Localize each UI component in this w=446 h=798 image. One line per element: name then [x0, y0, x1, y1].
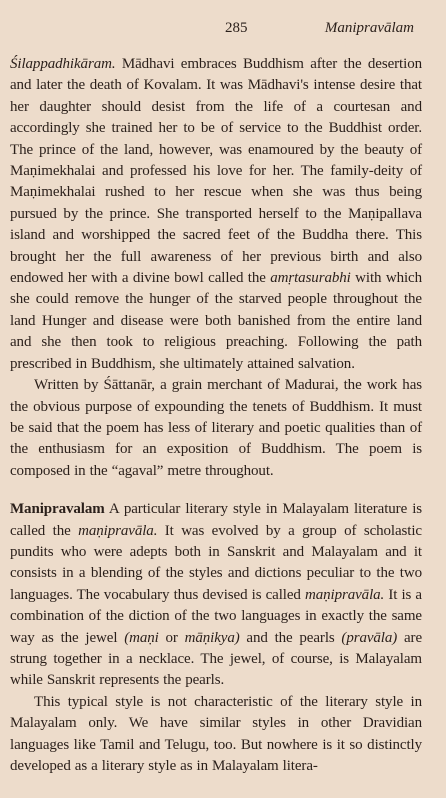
term-italic: (pravāla) [341, 629, 398, 646]
entry-manipravalam [10, 499, 422, 777]
text-run: and the pearls [239, 629, 342, 646]
text-run: It was evolved by a group of scholastic pundits who were adepts both in Sanskrit and Malayalam and it consists in a blending of the styles and dictions peculiar to the two languages. The vocabulary thus devised is called [10, 522, 422, 603]
text-run: It is a combination of the diction of the two languages in exactly the same way as the jewel [10, 586, 422, 646]
paragraph-dravidian-styles: This typical style is not characteristic of the literary style in Malayalam only. We have similar styles in other Dravidian languages like Tamil and Telugu, too. But nowhere is it so distinctly developed as a literary style as in Malayalam litera- [10, 693, 422, 774]
term-italic: (maṇi [124, 629, 159, 646]
text-run: with which she could remove the hunger of the starved people throughout the land Hunger and disease were both banished from the entire land and she then took to religious preaching. Following the path prescribed in Buddhism, she ultimately attained salvation. [10, 270, 422, 372]
page-body [10, 54, 422, 777]
text-run: are strung together in a necklace. The jewel, of course, is Malayalam while Sanskrit represents the pearls. [10, 629, 422, 689]
text-run: A particular literary style in Malayalam literature is called the [10, 501, 422, 539]
paragraph-author: Written by Śāttanār, a grain merchant of Madurai, the work has the obvious purpose of expounding the tenets of Buddhism. It must be said that the poem has less of literary and poetic qualities than of the enthusiasm for an exposition of Buddhism. The poem is composed in the “agaval” metre throughout. [10, 377, 422, 479]
paragraph-manipravalam-definition [10, 499, 422, 692]
page-header [10, 18, 422, 40]
work-title-italic: Śilappadhikāram. [10, 56, 116, 72]
term-italic: maṇipravāla. [78, 522, 158, 539]
term-italic: amṛtasurabhi [270, 270, 351, 287]
entry-title: Manipravalam [10, 501, 105, 518]
text-run: or [158, 629, 185, 646]
term-italic: maṇipravāla. [304, 586, 385, 603]
paragraph-manimekhalai-summary [10, 54, 422, 375]
text-run: Mādhavi embraces Buddhism after the desertion and later the death of Kovalam. It was Mādhavi's intense desire that her daughter should desist from the life of a courtesan and accordingly she trained her to be of service to the Buddhist order. The prince of the land, however, was enamoured by the beauty of Maṇimekhalai and professed his love for her. The family-deity of Maṇimekhalai rushed to her rescue when she was thus being pursued by the prince. She transported herself to the Maṇipallava island and worshipped the sacred feet of the Buddha there. This brought her the full awareness of her previous birth and also endowed her with a divine bowl called the [10, 56, 422, 287]
running-head: Manipravālam [324, 20, 414, 36]
page-number: 285 [225, 20, 248, 36]
term-italic: māṇikya) [184, 629, 240, 646]
